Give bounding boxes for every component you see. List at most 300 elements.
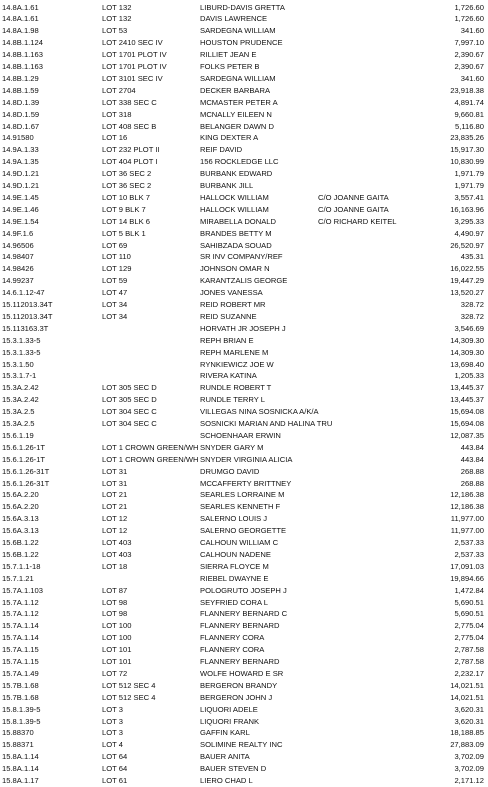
- parcel-id-cell: 14.98407: [2, 252, 34, 262]
- table-row: [0, 25, 488, 37]
- amount-due-cell: 15,917.30: [450, 145, 484, 155]
- parcel-id-cell: 14.9D.1.21: [2, 169, 40, 179]
- owner-name-cell: SALERNO LOUIS J: [200, 514, 268, 524]
- parcel-id-cell: 14.91580: [2, 133, 34, 143]
- table-row: [0, 216, 488, 228]
- lot-description-cell: LOT 132: [102, 2, 132, 12]
- lot-description-cell: LOT 403: [102, 549, 132, 559]
- table-row: [0, 180, 488, 192]
- table-row: [0, 299, 488, 311]
- lot-description-cell: LOT 47: [102, 288, 128, 298]
- table-row: [0, 763, 488, 775]
- care-of-cell: C/O RICHARD KEITEL: [318, 216, 397, 226]
- owner-name-cell: BURBANK EDWARD: [200, 169, 273, 179]
- amount-due-cell: 1,472.84: [454, 585, 484, 595]
- amount-due-cell: 1,726.60: [454, 2, 484, 12]
- owner-name-cell: POLOGRUTO JOSEPH J: [200, 585, 287, 595]
- table-row: [0, 359, 488, 371]
- parcel-id-cell: 15.6.1.26-1T: [2, 442, 46, 452]
- lot-description-cell: LOT 304 SEC C: [102, 407, 157, 417]
- owner-name-cell: REPH BRIAN E: [200, 335, 254, 345]
- table-row: [0, 442, 488, 454]
- parcel-id-cell: 14.9A.1.35: [2, 157, 39, 167]
- parcel-id-cell: 14.8B.1.163: [2, 62, 43, 71]
- lot-description-cell: LOT 4: [102, 740, 123, 750]
- lot-description-cell: LOT 31: [102, 466, 128, 476]
- owner-name-cell: SEARLES KENNETH F: [200, 502, 281, 512]
- owner-name-cell: REIF DAVID: [200, 145, 243, 155]
- owner-name-cell: MCCAFFERTY BRITTNEY: [200, 478, 292, 488]
- table-row: [0, 430, 488, 442]
- owner-name-cell: SOLIMINE REALTY INC: [200, 740, 283, 750]
- owner-name-cell: RUNDLE TERRY L: [200, 395, 265, 405]
- lot-description-cell: LOT 34: [102, 311, 128, 321]
- amount-due-cell: 3,702.09: [454, 764, 484, 774]
- table-row: [0, 204, 488, 216]
- parcel-id-cell: 15.3.1.50: [2, 359, 34, 369]
- amount-due-cell: 5,690.51: [454, 609, 484, 619]
- owner-name-cell: SEARLES LORRAINE M: [200, 490, 285, 500]
- lot-description-cell: LOT 12: [102, 526, 128, 536]
- parcel-id-cell: 14.8D.1.59: [2, 109, 40, 119]
- amount-due-cell: 3,295.33: [454, 216, 484, 226]
- owner-name-cell: BRANDES BETTY M: [200, 228, 272, 238]
- table-row: [0, 680, 488, 692]
- lot-description-cell: LOT 304 SEC C: [102, 419, 157, 428]
- parcel-id-cell: 15.7.1.21: [2, 573, 34, 583]
- amount-due-cell: 2,537.33: [454, 538, 484, 547]
- amount-due-cell: 3,620.31: [454, 716, 484, 726]
- parcel-id-cell: 14.8B.1.29: [2, 73, 39, 83]
- amount-due-cell: 1,971.79: [454, 181, 484, 190]
- owner-name-cell: BELANGER DAWN D: [200, 121, 274, 131]
- parcel-id-cell: 15.6.1.26-31T: [2, 466, 50, 476]
- parcel-id-cell: 15.7B.1.68: [2, 680, 39, 690]
- owner-name-cell: DECKER BARBARA: [200, 85, 271, 95]
- amount-due-cell: 2,787.58: [454, 645, 484, 655]
- owner-name-cell: DAVIS LAWRENCE: [200, 14, 268, 24]
- table-row: [0, 704, 488, 716]
- owner-name-cell: RILLIET JEAN E: [200, 50, 257, 60]
- table-row: [0, 454, 488, 466]
- parcel-id-cell: 14.9A.1.33: [2, 145, 39, 155]
- amount-due-cell: 5,690.51: [454, 597, 484, 607]
- owner-name-cell: REID ROBERT MR: [200, 300, 266, 309]
- lot-description-cell: LOT 69: [102, 240, 128, 250]
- lot-description-cell: LOT 100: [102, 621, 132, 631]
- parcel-id-cell: 14.8D.1.67: [2, 121, 40, 131]
- lot-description-cell: LOT 21: [102, 502, 128, 512]
- table-row: [0, 263, 488, 275]
- owner-name-cell: BERGERON JOHN J: [200, 692, 273, 702]
- table-row: [0, 716, 488, 728]
- amount-due-cell: 2,775.04: [454, 633, 484, 643]
- lot-description-cell: LOT 34: [102, 300, 128, 309]
- table-row: [0, 2, 488, 14]
- lot-description-cell: LOT 338 SEC C: [102, 97, 157, 107]
- table-row: [0, 549, 488, 561]
- owner-name-cell: FLANNERY BERNARD: [200, 657, 280, 666]
- owner-name-cell: HORVATH JR JOSEPH J: [200, 323, 286, 333]
- amount-due-cell: 18,188.85: [450, 728, 484, 738]
- amount-due-cell: 12,087.35: [450, 430, 484, 440]
- amount-due-cell: 5,116.80: [455, 121, 484, 131]
- amount-due-cell: 13,520.27: [450, 288, 484, 298]
- amount-due-cell: 341.60: [460, 73, 484, 83]
- owner-name-cell: LIQUORI ADELE: [200, 704, 258, 714]
- lot-description-cell: LOT 132: [102, 14, 132, 24]
- owner-name-cell: SNYDER VIRGINIA ALICIA: [200, 454, 293, 464]
- amount-due-cell: 2,232.17: [454, 668, 484, 678]
- owner-name-cell: SALERNO GEORGETTE: [200, 526, 287, 536]
- parcel-id-cell: 15.7.1.1-18: [2, 561, 41, 571]
- lot-description-cell: LOT 403: [102, 538, 132, 547]
- table-row: [0, 585, 488, 597]
- parcel-id-cell: 15.3A.2.42: [2, 395, 39, 405]
- lot-description-cell: LOT 305 SEC D: [102, 383, 157, 393]
- owner-name-cell: HALLOCK WILLIAM: [200, 192, 269, 202]
- lot-description-cell: LOT 36 SEC 2: [102, 181, 152, 190]
- amount-due-cell: 2,390.67: [454, 50, 484, 60]
- care-of-cell: C/O JOANNE GAITA: [318, 204, 389, 214]
- table-row: [0, 597, 488, 609]
- amount-due-cell: 328.72: [460, 300, 484, 309]
- table-row: [0, 275, 488, 287]
- amount-due-cell: 2,775.04: [454, 621, 484, 631]
- lot-description-cell: LOT 512 SEC 4: [102, 680, 156, 690]
- parcel-id-cell: 15.7A.1.12: [2, 609, 39, 619]
- parcel-id-cell: 14.8A.1.61: [2, 2, 39, 12]
- amount-due-cell: 11,977.00: [450, 526, 484, 536]
- amount-due-cell: 13,698.40: [450, 359, 484, 369]
- owner-name-cell: 156 ROCKLEDGE LLC: [200, 157, 279, 167]
- lot-description-cell: LOT 5 BLK 1: [102, 228, 146, 238]
- lot-description-cell: LOT 1 CROWN GREEN/WH: [102, 454, 199, 464]
- table-row: [0, 251, 488, 263]
- table-row: [0, 513, 488, 525]
- amount-due-cell: 14,021.51: [450, 692, 484, 702]
- amount-due-cell: 14,021.51: [450, 680, 484, 690]
- table-row: [0, 573, 488, 585]
- owner-name-cell: REPH MARLENE M: [200, 347, 269, 357]
- parcel-id-cell: 14.8D.1.39: [2, 97, 40, 107]
- parcel-id-cell: 15.8.1.39-5: [2, 704, 41, 714]
- table-row: [0, 525, 488, 537]
- table-row: [0, 132, 488, 144]
- lot-description-cell: LOT 64: [102, 764, 128, 774]
- table-row: [0, 156, 488, 168]
- amount-due-cell: 328.72: [460, 311, 484, 321]
- parcel-id-cell: 14.8A.1.98: [2, 26, 39, 36]
- lot-description-cell: LOT 3: [102, 728, 123, 738]
- lot-description-cell: LOT 21: [102, 490, 128, 500]
- parcel-id-cell: 15.6B.1.22: [2, 549, 39, 559]
- owner-name-cell: KING DEXTER A: [200, 133, 259, 143]
- amount-due-cell: 1,205.33: [454, 371, 484, 381]
- table-row: [0, 727, 488, 739]
- lot-description-cell: LOT 100: [102, 633, 132, 643]
- owner-name-cell: RIEBEL DWAYNE E: [200, 573, 269, 583]
- parcel-id-cell: 14.99237: [2, 276, 34, 286]
- parcel-id-cell: 15.7A.1.103: [2, 585, 43, 595]
- owner-name-cell: HALLOCK WILLIAM: [200, 204, 269, 214]
- table-row: [0, 775, 488, 787]
- amount-due-cell: 2,390.67: [454, 62, 484, 71]
- owner-name-cell: DRUMGO DAVID: [200, 466, 260, 476]
- lot-description-cell: LOT 98: [102, 609, 128, 619]
- parcel-id-cell: 14.9E.1.54: [2, 216, 39, 226]
- parcel-id-cell: 14.9E.1.46: [2, 204, 39, 214]
- lot-description-cell: LOT 3: [102, 716, 123, 726]
- parcel-id-cell: 14.8B.1.163: [2, 50, 43, 60]
- table-row: [0, 739, 488, 751]
- lot-description-cell: LOT 232 PLOT II: [102, 145, 160, 155]
- owner-name-cell: BERGERON BRANDY: [200, 680, 278, 690]
- table-row: [0, 489, 488, 501]
- lot-description-cell: LOT 10 BLK 7: [102, 192, 150, 202]
- table-row: [0, 406, 488, 418]
- parcel-id-cell: 15.3.1.33-5: [2, 335, 41, 345]
- owner-name-cell: SAHIBZADA SOUAD: [200, 240, 272, 250]
- amount-due-cell: 27,883.09: [450, 740, 484, 750]
- table-row: [0, 561, 488, 573]
- amount-due-cell: 13,445.37: [450, 395, 484, 405]
- owner-name-cell: SNYDER GARY M: [200, 442, 264, 452]
- lot-description-cell: LOT 512 SEC 4: [102, 692, 156, 702]
- table-row: [0, 335, 488, 347]
- table-row: [0, 370, 488, 382]
- parcel-id-cell: 15.88371: [2, 740, 34, 750]
- lot-description-cell: LOT 129: [102, 264, 132, 274]
- parcel-id-cell: 15.7A.1.15: [2, 645, 39, 655]
- amount-due-cell: 341.60: [460, 26, 484, 36]
- amount-due-cell: 19,894.66: [450, 573, 484, 583]
- owner-name-cell: JONES VANESSA: [200, 288, 263, 298]
- owner-name-cell: BAUER ANITA: [200, 752, 250, 762]
- table-row: [0, 692, 488, 704]
- parcel-id-cell: 14.8A.1.61: [2, 14, 39, 24]
- amount-due-cell: 14,309.30: [450, 347, 484, 357]
- parcel-id-cell: 15.6.1.26-31T: [2, 478, 50, 488]
- table-row: [0, 97, 488, 109]
- table-row: [0, 608, 488, 620]
- owner-name-cell: VILLEGAS NINA SOSNICKA A/K/A: [200, 407, 319, 417]
- table-row: [0, 109, 488, 121]
- parcel-id-cell: 15.3A.2.5: [2, 407, 35, 417]
- amount-due-cell: 7,997.10: [454, 38, 484, 48]
- table-row: [0, 478, 488, 490]
- table-row: [0, 751, 488, 763]
- amount-due-cell: 443.84: [460, 454, 484, 464]
- lot-description-cell: LOT 14 BLK 6: [102, 216, 150, 226]
- amount-due-cell: 19,447.29: [450, 276, 484, 286]
- amount-due-cell: 12,186.38: [450, 490, 484, 500]
- amount-due-cell: 12,186.38: [450, 502, 484, 512]
- lot-description-cell: LOT 87: [102, 585, 128, 595]
- table-row: [0, 466, 488, 478]
- parcel-id-cell: 14.8B.1.124: [2, 38, 43, 48]
- table-row: [0, 61, 488, 73]
- table-row: [0, 49, 488, 61]
- lot-description-cell: LOT 305 SEC D: [102, 395, 157, 405]
- amount-due-cell: 9,660.81: [454, 109, 484, 119]
- lot-description-cell: LOT 61: [102, 776, 128, 785]
- owner-name-cell: CALHOUN WILLIAM C: [200, 538, 279, 547]
- owner-name-cell: SARDEGNA WILLIAM: [200, 26, 276, 36]
- parcel-id-cell: 15.6B.1.22: [2, 538, 39, 547]
- amount-due-cell: 1,971.79: [454, 169, 484, 179]
- owner-name-cell: SCHOENHAAR ERWIN: [200, 430, 281, 440]
- parcel-id-cell: 15.8.1.39-5: [2, 716, 41, 726]
- table-row: [0, 73, 488, 85]
- lot-description-cell: LOT 2410 SEC IV: [102, 38, 163, 48]
- table-row: [0, 287, 488, 299]
- amount-due-cell: 4,490.97: [454, 228, 484, 238]
- amount-due-cell: 2,171.12: [454, 776, 484, 785]
- parcel-id-cell: 15.6A.2.20: [2, 502, 39, 512]
- parcel-id-cell: 15.6.1.19: [2, 430, 34, 440]
- table-row: [0, 632, 488, 644]
- amount-due-cell: 11,977.00: [450, 514, 484, 524]
- table-row: [0, 418, 488, 430]
- parcel-id-cell: 15.7A.1.12: [2, 597, 39, 607]
- parcel-id-cell: 15.3.1.7-1: [2, 371, 37, 381]
- amount-due-cell: 15,694.08: [450, 407, 484, 417]
- table-row: [0, 620, 488, 632]
- amount-due-cell: 3,557.41: [454, 192, 484, 202]
- table-row: [0, 656, 488, 668]
- lot-description-cell: LOT 2704: [102, 85, 136, 95]
- parcel-id-cell: 14.6.1.12-47: [2, 288, 45, 298]
- owner-name-cell: LIBURD-DAVIS GRETTA: [200, 2, 285, 12]
- parcel-id-cell: 15.6A.3.13: [2, 526, 39, 536]
- owner-name-cell: KARANTZALIS GEORGE: [200, 276, 288, 286]
- owner-name-cell: HOUSTON PRUDENCE: [200, 38, 283, 48]
- owner-name-cell: MIRABELLA DONALD: [200, 216, 276, 226]
- amount-due-cell: 14,309.30: [450, 335, 484, 345]
- lot-description-cell: LOT 408 SEC B: [102, 121, 157, 131]
- lot-description-cell: LOT 1 CROWN GREEN/WH: [102, 442, 199, 452]
- owner-name-cell: SARDEGNA WILLIAM: [200, 73, 276, 83]
- amount-due-cell: 17,091.03: [450, 561, 484, 571]
- lot-description-cell: LOT 318: [102, 109, 132, 119]
- table-row: [0, 394, 488, 406]
- owner-name-cell: FLANNERY CORA: [200, 645, 265, 655]
- owner-name-cell: SR INV COMPANY/REF: [200, 252, 283, 262]
- owner-name-cell: FLANNERY BERNARD: [200, 621, 280, 631]
- owner-name-cell: GAFFIN KARL: [200, 728, 250, 738]
- parcel-id-cell: 15.112013.34T: [2, 311, 53, 321]
- lot-description-cell: LOT 1701 PLOT IV: [102, 62, 167, 71]
- lot-description-cell: LOT 59: [102, 276, 128, 286]
- lot-description-cell: LOT 18: [102, 561, 128, 571]
- amount-due-cell: 3,702.09: [454, 752, 484, 762]
- parcel-id-cell: 15.8A.1.14: [2, 752, 39, 762]
- owner-name-cell: RIVERA KATINA: [200, 371, 257, 381]
- amount-due-cell: 1,726.60: [454, 14, 484, 24]
- amount-due-cell: 26,520.97: [450, 240, 484, 250]
- owner-name-cell: FLANNERY CORA: [200, 633, 265, 643]
- table-row: [0, 644, 488, 656]
- table-row: [0, 501, 488, 513]
- owner-name-cell: SIERRA FLOYCE M: [200, 561, 269, 571]
- amount-due-cell: 268.88: [460, 478, 484, 488]
- parcel-id-cell: 15.7A.1.49: [2, 668, 39, 678]
- parcel-id-cell: 14.9D.1.21: [2, 181, 40, 190]
- care-of-cell: C/O JOANNE GAITA: [318, 192, 389, 202]
- amount-due-cell: 435.31: [460, 252, 484, 262]
- lot-description-cell: LOT 72: [102, 668, 128, 678]
- parcel-id-cell: 15.8A.1.14: [2, 764, 39, 774]
- lot-description-cell: LOT 12: [102, 514, 128, 524]
- parcel-id-cell: 14.96506: [2, 240, 34, 250]
- table-row: [0, 347, 488, 359]
- parcel-id-cell: 15.8A.1.17: [2, 776, 39, 785]
- table-row: [0, 121, 488, 133]
- parcel-id-cell: 15.113163.3T: [2, 323, 49, 333]
- owner-name-cell: BAUER STEVEN D: [200, 764, 267, 774]
- parcel-id-cell: 14.8B.1.59: [2, 85, 39, 95]
- table-row: [0, 192, 488, 204]
- lot-description-cell: LOT 98: [102, 597, 128, 607]
- lot-description-cell: LOT 3101 SEC IV: [102, 73, 163, 83]
- parcel-id-cell: 15.88370: [2, 728, 34, 738]
- amount-due-cell: 16,022.55: [450, 264, 484, 274]
- amount-due-cell: 23,835.26: [450, 133, 484, 143]
- owner-name-cell: FOLKS PETER B: [200, 62, 260, 71]
- table-row: [0, 168, 488, 180]
- parcel-id-cell: 15.6.1.26-1T: [2, 454, 46, 464]
- owner-name-cell: MCNALLY EILEEN N: [200, 109, 272, 119]
- amount-due-cell: 15,694.08: [450, 419, 484, 428]
- owner-name-cell: WOLFE HOWARD E SR: [200, 668, 284, 678]
- amount-due-cell: 13,445.37: [450, 383, 484, 393]
- amount-due-cell: 268.88: [460, 466, 484, 476]
- amount-due-cell: 2,787.58: [454, 657, 484, 666]
- lot-description-cell: LOT 3: [102, 704, 123, 714]
- lot-description-cell: LOT 53: [102, 26, 128, 36]
- amount-due-cell: 16,163.96: [450, 204, 484, 214]
- lot-description-cell: LOT 1701 PLOT IV: [102, 50, 167, 60]
- amount-due-cell: 3,620.31: [454, 704, 484, 714]
- table-row: [0, 37, 488, 49]
- parcel-id-cell: 15.7A.1.14: [2, 633, 39, 643]
- owner-name-cell: JOHNSON OMAR N: [200, 264, 270, 274]
- parcel-id-cell: 14.9F.1.6: [2, 228, 34, 238]
- amount-due-cell: 23,918.38: [450, 85, 484, 95]
- lot-description-cell: LOT 16: [102, 133, 128, 143]
- lot-description-cell: LOT 404 PLOT I: [102, 157, 158, 167]
- lot-description-cell: LOT 101: [102, 657, 132, 666]
- parcel-id-cell: 14.9E.1.45: [2, 192, 39, 202]
- owner-name-cell: MCMASTER PETER A: [200, 97, 278, 107]
- parcel-id-cell: 15.7A.1.14: [2, 621, 39, 631]
- table-row: [0, 382, 488, 394]
- lot-description-cell: LOT 31: [102, 478, 128, 488]
- amount-due-cell: 3,546.69: [454, 323, 484, 333]
- owner-name-cell: LIQUORI FRANK: [200, 716, 260, 726]
- parcel-id-cell: 15.6A.3.13: [2, 514, 39, 524]
- parcel-id-cell: 15.112013.34T: [2, 300, 53, 309]
- table-row: [0, 13, 488, 25]
- lot-description-cell: LOT 64: [102, 752, 128, 762]
- table-row: [0, 240, 488, 252]
- lot-description-cell: LOT 110: [102, 252, 131, 262]
- table-row: [0, 537, 488, 549]
- lot-description-cell: LOT 101: [102, 645, 132, 655]
- parcel-id-cell: 15.6A.2.20: [2, 490, 39, 500]
- lot-description-cell: LOT 36 SEC 2: [102, 169, 152, 179]
